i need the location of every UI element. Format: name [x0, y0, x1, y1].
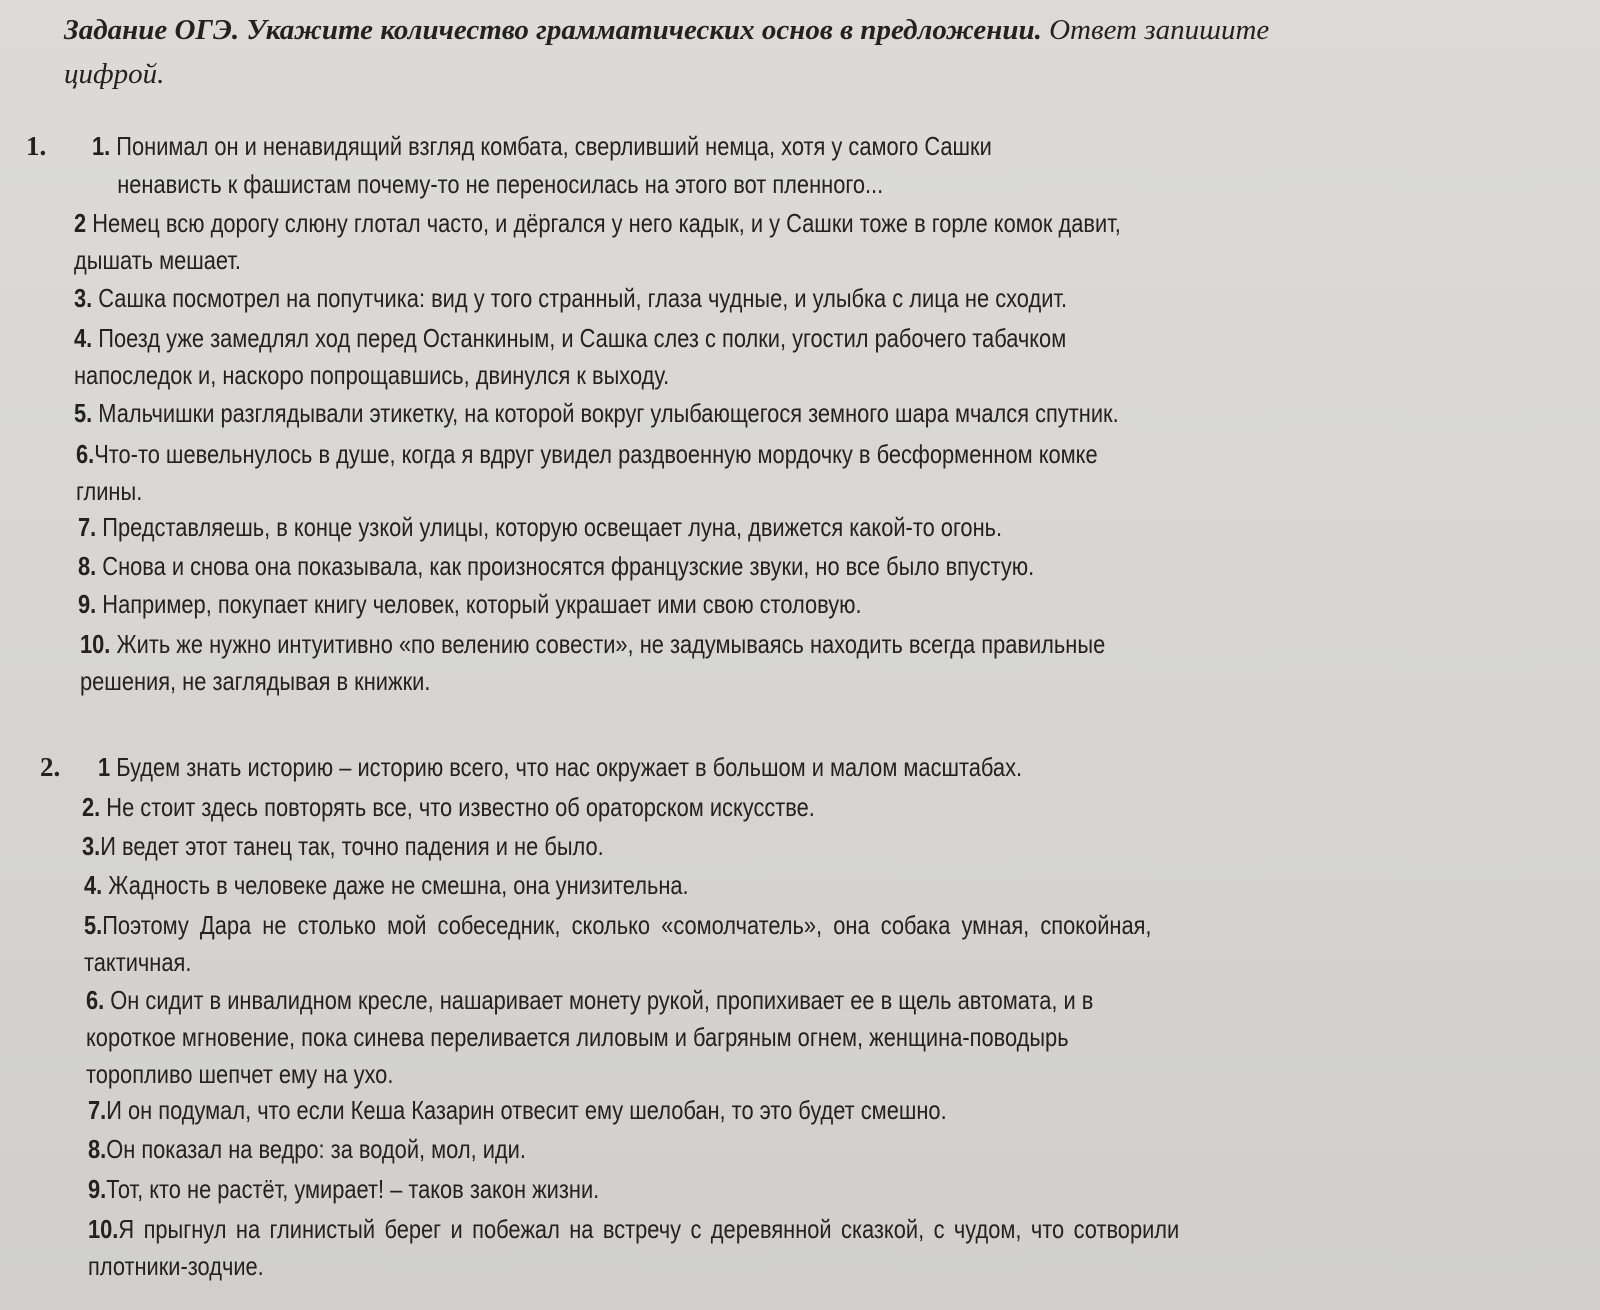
- ex1-sentence-5: [74, 396, 1119, 431]
- sentence-text: Тот, кто не растёт, умирает! – таков закон жизни.: [106, 1174, 600, 1204]
- sentence-number: 3.: [82, 831, 101, 861]
- sentence-text: Поэтому Дара не столько мой собеседник, сколько «сомолчатель», она собака умная, спокойная,: [102, 910, 1152, 940]
- sentence-text: Будем знать историю – историю всего, что нас окружает в большом и малом масштабах.: [116, 752, 1023, 782]
- sentence-text: Он показал на ведро: за водой, мол, иди.: [106, 1134, 526, 1164]
- sentence-number: 10.: [88, 1214, 119, 1244]
- ex1-sentence-4: [74, 320, 1066, 394]
- ex2-sentence-7: [88, 1093, 947, 1128]
- sentence-number: 9.: [78, 589, 97, 619]
- ex1-sentence-1: [92, 127, 992, 203]
- sentence-number: 7.: [88, 1095, 107, 1125]
- sentence-number: 8.: [88, 1134, 107, 1164]
- sentence-text: Снова и снова она показывала, как произносятся французские звуки, но все было впустую.: [102, 551, 1035, 581]
- ex1-sentence-7: [78, 510, 1002, 545]
- sentence-number: 8.: [78, 551, 97, 581]
- sentence-text: Поезд уже замедлял ход перед Останкиным, и Сашка слез с полки, угостил рабочего табачком: [98, 323, 1067, 353]
- ex2-sentence-9: [88, 1172, 599, 1207]
- task-instruction-lead: Задание ОГЭ. Укажите количество грамматических основ в предложении.: [64, 14, 1042, 46]
- sentence-text: Он сидит в инвалидном кресле, нашаривает монету рукой, пропихивает ее в щель автомата, и в: [110, 985, 1094, 1015]
- sentence-number: 4.: [84, 870, 103, 900]
- sentence-number: 1.: [92, 131, 111, 161]
- ex1-sentence-6: [76, 436, 1098, 510]
- sentence-number: 6.: [86, 985, 105, 1015]
- sentence-text: Не стоит здесь повторять все, что известно об ораторском искусстве.: [106, 792, 815, 822]
- ex1-sentence-3: [74, 281, 1067, 316]
- exercise-2-number: 2.: [40, 752, 61, 782]
- sentence-text: Понимал он и ненавидящий взгляд комбата, сверливший немца, хотя у самого Сашки: [116, 131, 992, 161]
- ex2-sentence-5: [84, 907, 1151, 981]
- ex2-sentence-8: [88, 1132, 526, 1167]
- sentence-text-continued: глины.: [76, 476, 143, 506]
- sentence-number: 3.: [74, 283, 93, 313]
- ex2-sentence-10: [88, 1211, 1179, 1285]
- ex1-sentence-2: [74, 205, 1121, 279]
- ex2-sentence-6: [86, 982, 1093, 1093]
- sentence-text: Сашка посмотрел на попутчика: вид у того странный, глаза чудные, и улыбка с лица не сходит.: [98, 283, 1068, 313]
- sentence-text-continued: торопливо шепчет ему на ухо.: [86, 1059, 394, 1089]
- sentence-number: 7.: [78, 512, 97, 542]
- sentence-text: И ведет этот танец так, точно падения и не было.: [100, 831, 604, 861]
- task-instruction-tail: Ответ запишите: [1049, 14, 1270, 46]
- sentence-text-continued: решения, не заглядывая в книжки.: [80, 666, 431, 696]
- sentence-text-continued: короткое мгновение, пока синева переливается лиловым и багряным огнем, женщина-поводырь: [86, 1022, 1069, 1052]
- sentence-number: 1: [98, 752, 111, 782]
- ex1-sentence-9: [78, 587, 862, 622]
- exercise-1-number: 1.: [26, 131, 47, 161]
- ex1-sentence-8: [78, 549, 1034, 584]
- sentence-text: Я прыгнул на глинистый берег и побежал на встречу с деревянной сказкой, с чудом, что сотворили: [118, 1214, 1180, 1244]
- sentence-number: 9.: [88, 1174, 107, 1204]
- sentence-number: 5.: [84, 910, 103, 940]
- ex2-sentence-3: [82, 829, 604, 864]
- task-instruction-tail2: цифрой.: [64, 58, 165, 90]
- sentence-text-continued: дышать мешает.: [74, 245, 241, 275]
- sentence-text-continued: напоследок и, наскоро попрощавшись, двинулся к выходу.: [74, 360, 670, 390]
- sentence-number: 5.: [74, 398, 93, 428]
- ex2-sentence-1: [98, 750, 1022, 785]
- sentence-text: Представляешь, в конце узкой улицы, которую освещает луна, движется какой-то огонь.: [102, 512, 1003, 542]
- ex2-sentence-2: [82, 790, 815, 825]
- sentence-number: 4.: [74, 323, 93, 353]
- sentence-number: 2.: [82, 792, 101, 822]
- sentence-number: 10.: [80, 629, 111, 659]
- sentence-text: Мальчишки разглядывали этикетку, на которой вокруг улыбающегося земного шара мчался спутник.: [98, 398, 1119, 428]
- sentence-text-continued: ненависть к фашистам почему-то не переносилась на этого вот пленного...: [117, 169, 884, 199]
- sentence-text: Что-то шевельнулось в душе, когда я вдруг увидел раздвоенную мордочку в бесформенном комке: [94, 439, 1098, 469]
- sentence-number: 6.: [76, 439, 95, 469]
- sentence-text-continued: тактичная.: [84, 947, 192, 977]
- sentence-text: Жадность в человеке даже не смешна, она унизительна.: [108, 870, 689, 900]
- ex1-sentence-10: [80, 626, 1105, 700]
- sentence-text: Немец всю дорогу слюну глотал часто, и дёргался у него кадык, и у Сашки тоже в горле комок давит,: [92, 208, 1121, 238]
- sentence-text: Например, покупает книгу человек, который украшает ими свою столовую.: [102, 589, 862, 619]
- task-instruction: [64, 8, 1484, 96]
- sentence-text-continued: плотники-зодчие.: [88, 1251, 264, 1281]
- sentence-text: И он подумал, что если Кеша Казарин отвесит ему шелобан, то это будет смешно.: [106, 1095, 947, 1125]
- ex2-sentence-4: [84, 868, 689, 903]
- sentence-number: 2: [74, 208, 87, 238]
- sentence-text: Жить же нужно интуитивно «по велению совести», не задумываясь находить всегда правильные: [116, 629, 1106, 659]
